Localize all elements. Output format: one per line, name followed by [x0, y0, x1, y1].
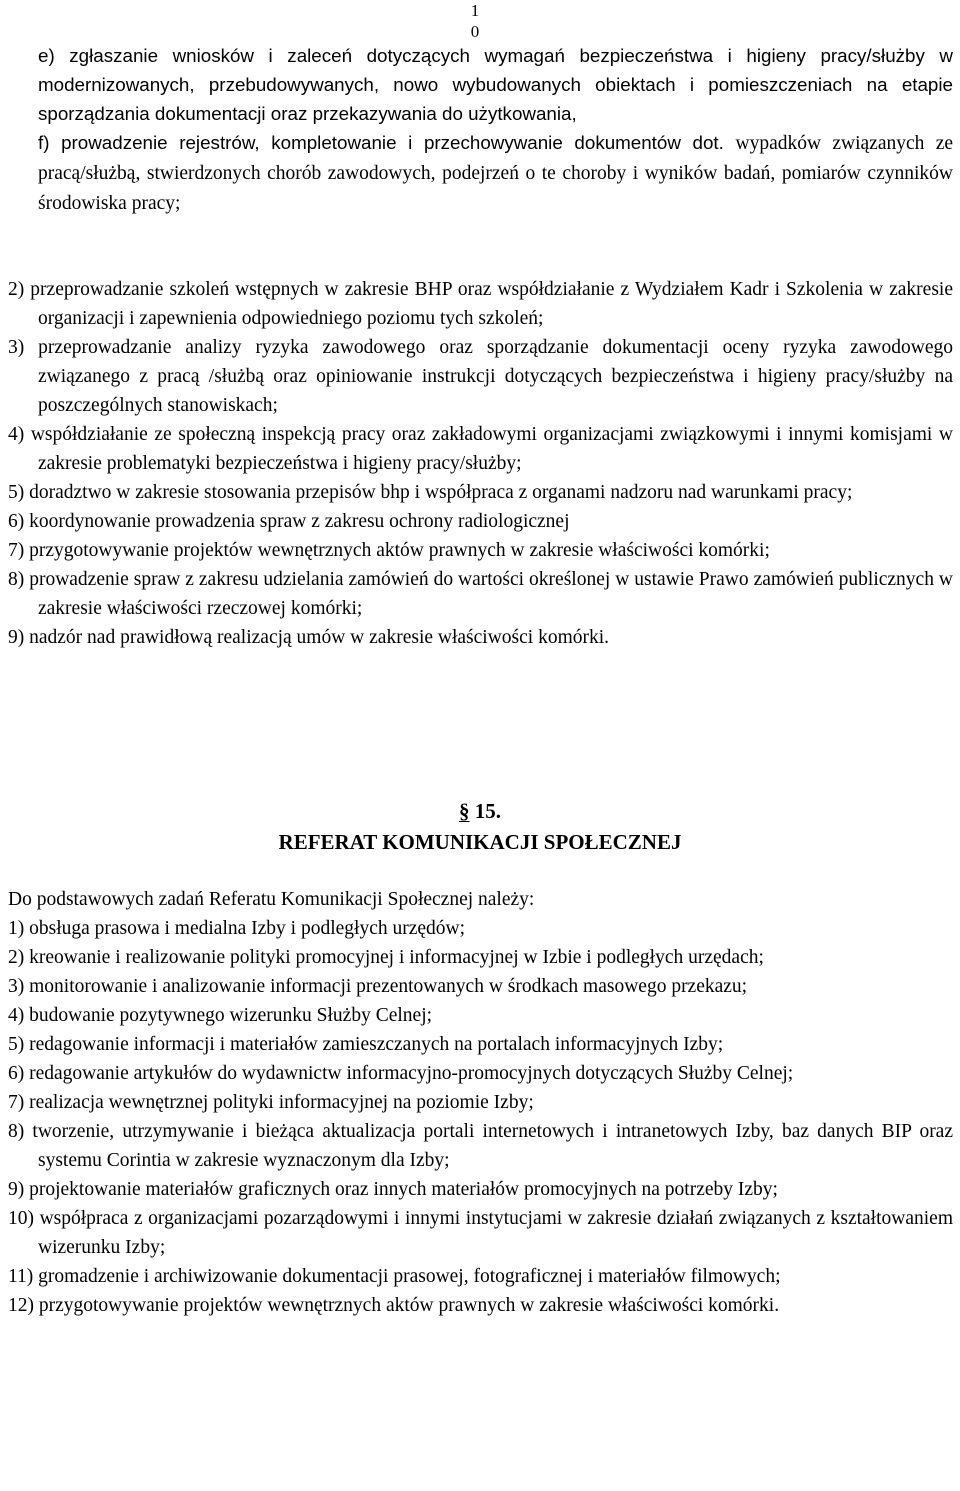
numbered-list-komunikacja — [8, 885, 953, 1320]
list-item: 2) kreowanie i realizowanie polityki promocyjnej i informacyjnej w Izbie i podległych urzędach; — [8, 947, 764, 968]
section-number-text: 15. — [474, 799, 501, 823]
page-number-digit: 0 — [470, 22, 480, 41]
list-item: 11) gromadzenie i archiwizowanie dokumentacji prasowej, fotograficznej i materiałów filmowych; — [8, 1266, 781, 1287]
list-item: 8) prowadzenie spraw z zakresu udzielania zamówień do wartości określonej w ustawie Prawo zamówień publicznych w zakresie właściwości rzeczowej komórki; — [8, 569, 953, 619]
section-number-label: § — [459, 799, 470, 823]
list-item: 12) przygotowywanie projektów wewnętrznych aktów prawnych w zakresie właściwości komórki. — [8, 1295, 780, 1316]
list-item-e: e) zgłaszanie wniosków i zaleceń dotyczących wymagań bezpieczeństwa i higieny pracy/służby w modernizowanych, przebudowywanych, nowo wybudowanych obiektach i pomieszczeniach na etapie sporządzania dokumentacji oraz przekazywania do użytkowania, — [38, 45, 953, 124]
list-item-f-end: wypadków związanych ze pracą/służbą, stwierdzonych chorób zawodowych, podejrzeń o te choroby i wyników badań, pomiarów czynników środowiska pracy; — [38, 133, 953, 214]
list-item: 10) współpraca z organizacjami pozarządowymi i innymi instytucjami w zakresie działań związanych z kształtowaniem wizerunku Izby; — [8, 1208, 953, 1258]
list-continuation-sans — [8, 41, 953, 218]
section-intro: Do podstawowych zadań Referatu Komunikacji Społecznej należy: — [8, 889, 535, 910]
list-item: 4) współdziałanie ze społeczną inspekcją pracy oraz zakładowymi organizacjami związkowymi i innymi komisjami w zakresie problematyki bezpieczeństwa i higieny pracy/służby; — [8, 424, 953, 474]
list-item-f-start: f) prowadzenie rejestrów, kompletowanie i przechowywanie dokumentów dot. — [38, 132, 724, 153]
list-item: 7) realizacja wewnętrznej polityki informacyjnej na poziomie Izby; — [8, 1092, 534, 1113]
list-item: 5) redagowanie informacji i materiałów zamieszczanych na portalach informacyjnych Izby; — [8, 1034, 724, 1055]
list-item: 3) monitorowanie i analizowanie informacji prezentowanych w środkach masowego przekazu; — [8, 976, 748, 997]
list-item: 6) koordynowanie prowadzenia spraw z zakresu ochrony radiologicznej — [8, 511, 570, 532]
list-item-f — [8, 128, 953, 218]
list-item: 3) przeprowadzanie analizy ryzyka zawodowego oraz sporządzanie dokumentacji oceny ryzyka zawodowego związanego z pracą /służbą oraz opiniowanie instrukcji dotyczących bezpieczeństwa i higieny pracy/służby na poszczególnych stanowiskach; — [8, 337, 953, 416]
list-item: 5) doradztwo w zakresie stosowania przepisów bhp i współpraca z organami nadzoru nad warunkami pracy; — [8, 482, 853, 503]
list-item: 4) budowanie pozytywnego wizerunku Służby Celnej; — [8, 1005, 433, 1026]
numbered-list-bhp — [8, 275, 953, 652]
section-title: REFERAT KOMUNIKACJI SPOŁECZNEJ — [278, 830, 682, 854]
list-item: 9) nadzór nad prawidłową realizacją umów w zakresie właściwości komórki. — [8, 627, 610, 648]
list-item: 1) obsługa prasowa i medialna Izby i podległych urzędów; — [8, 918, 466, 939]
list-item: 2) przeprowadzanie szkoleń wstępnych w zakresie BHP oraz współdziałanie z Wydziałem Kadr i Szkolenia w zakresie organizacji i zapewnienia odpowiedniego poziomu tych szkoleń; — [8, 279, 953, 329]
list-item: 9) projektowanie materiałów graficznych oraz innych materiałów promocyjnych na potrzeby Izby; — [8, 1179, 778, 1200]
section-number — [0, 797, 960, 826]
list-item: 6) redagowanie artykułów do wydawnictw informacyjno-promocyjnych dotyczących Służby Celnej; — [8, 1063, 794, 1084]
list-item: 7) przygotowywanie projektów wewnętrznych aktów prawnych w zakresie właściwości komórki; — [8, 540, 770, 561]
list-item: 8) tworzenie, utrzymywanie i bieżąca aktualizacja portali internetowych i intranetowych Izby, baz danych BIP oraz systemu Corintia w zakresie wyznaczonym dla Izby; — [8, 1121, 953, 1171]
page-number: 1 — [470, 1, 480, 20]
